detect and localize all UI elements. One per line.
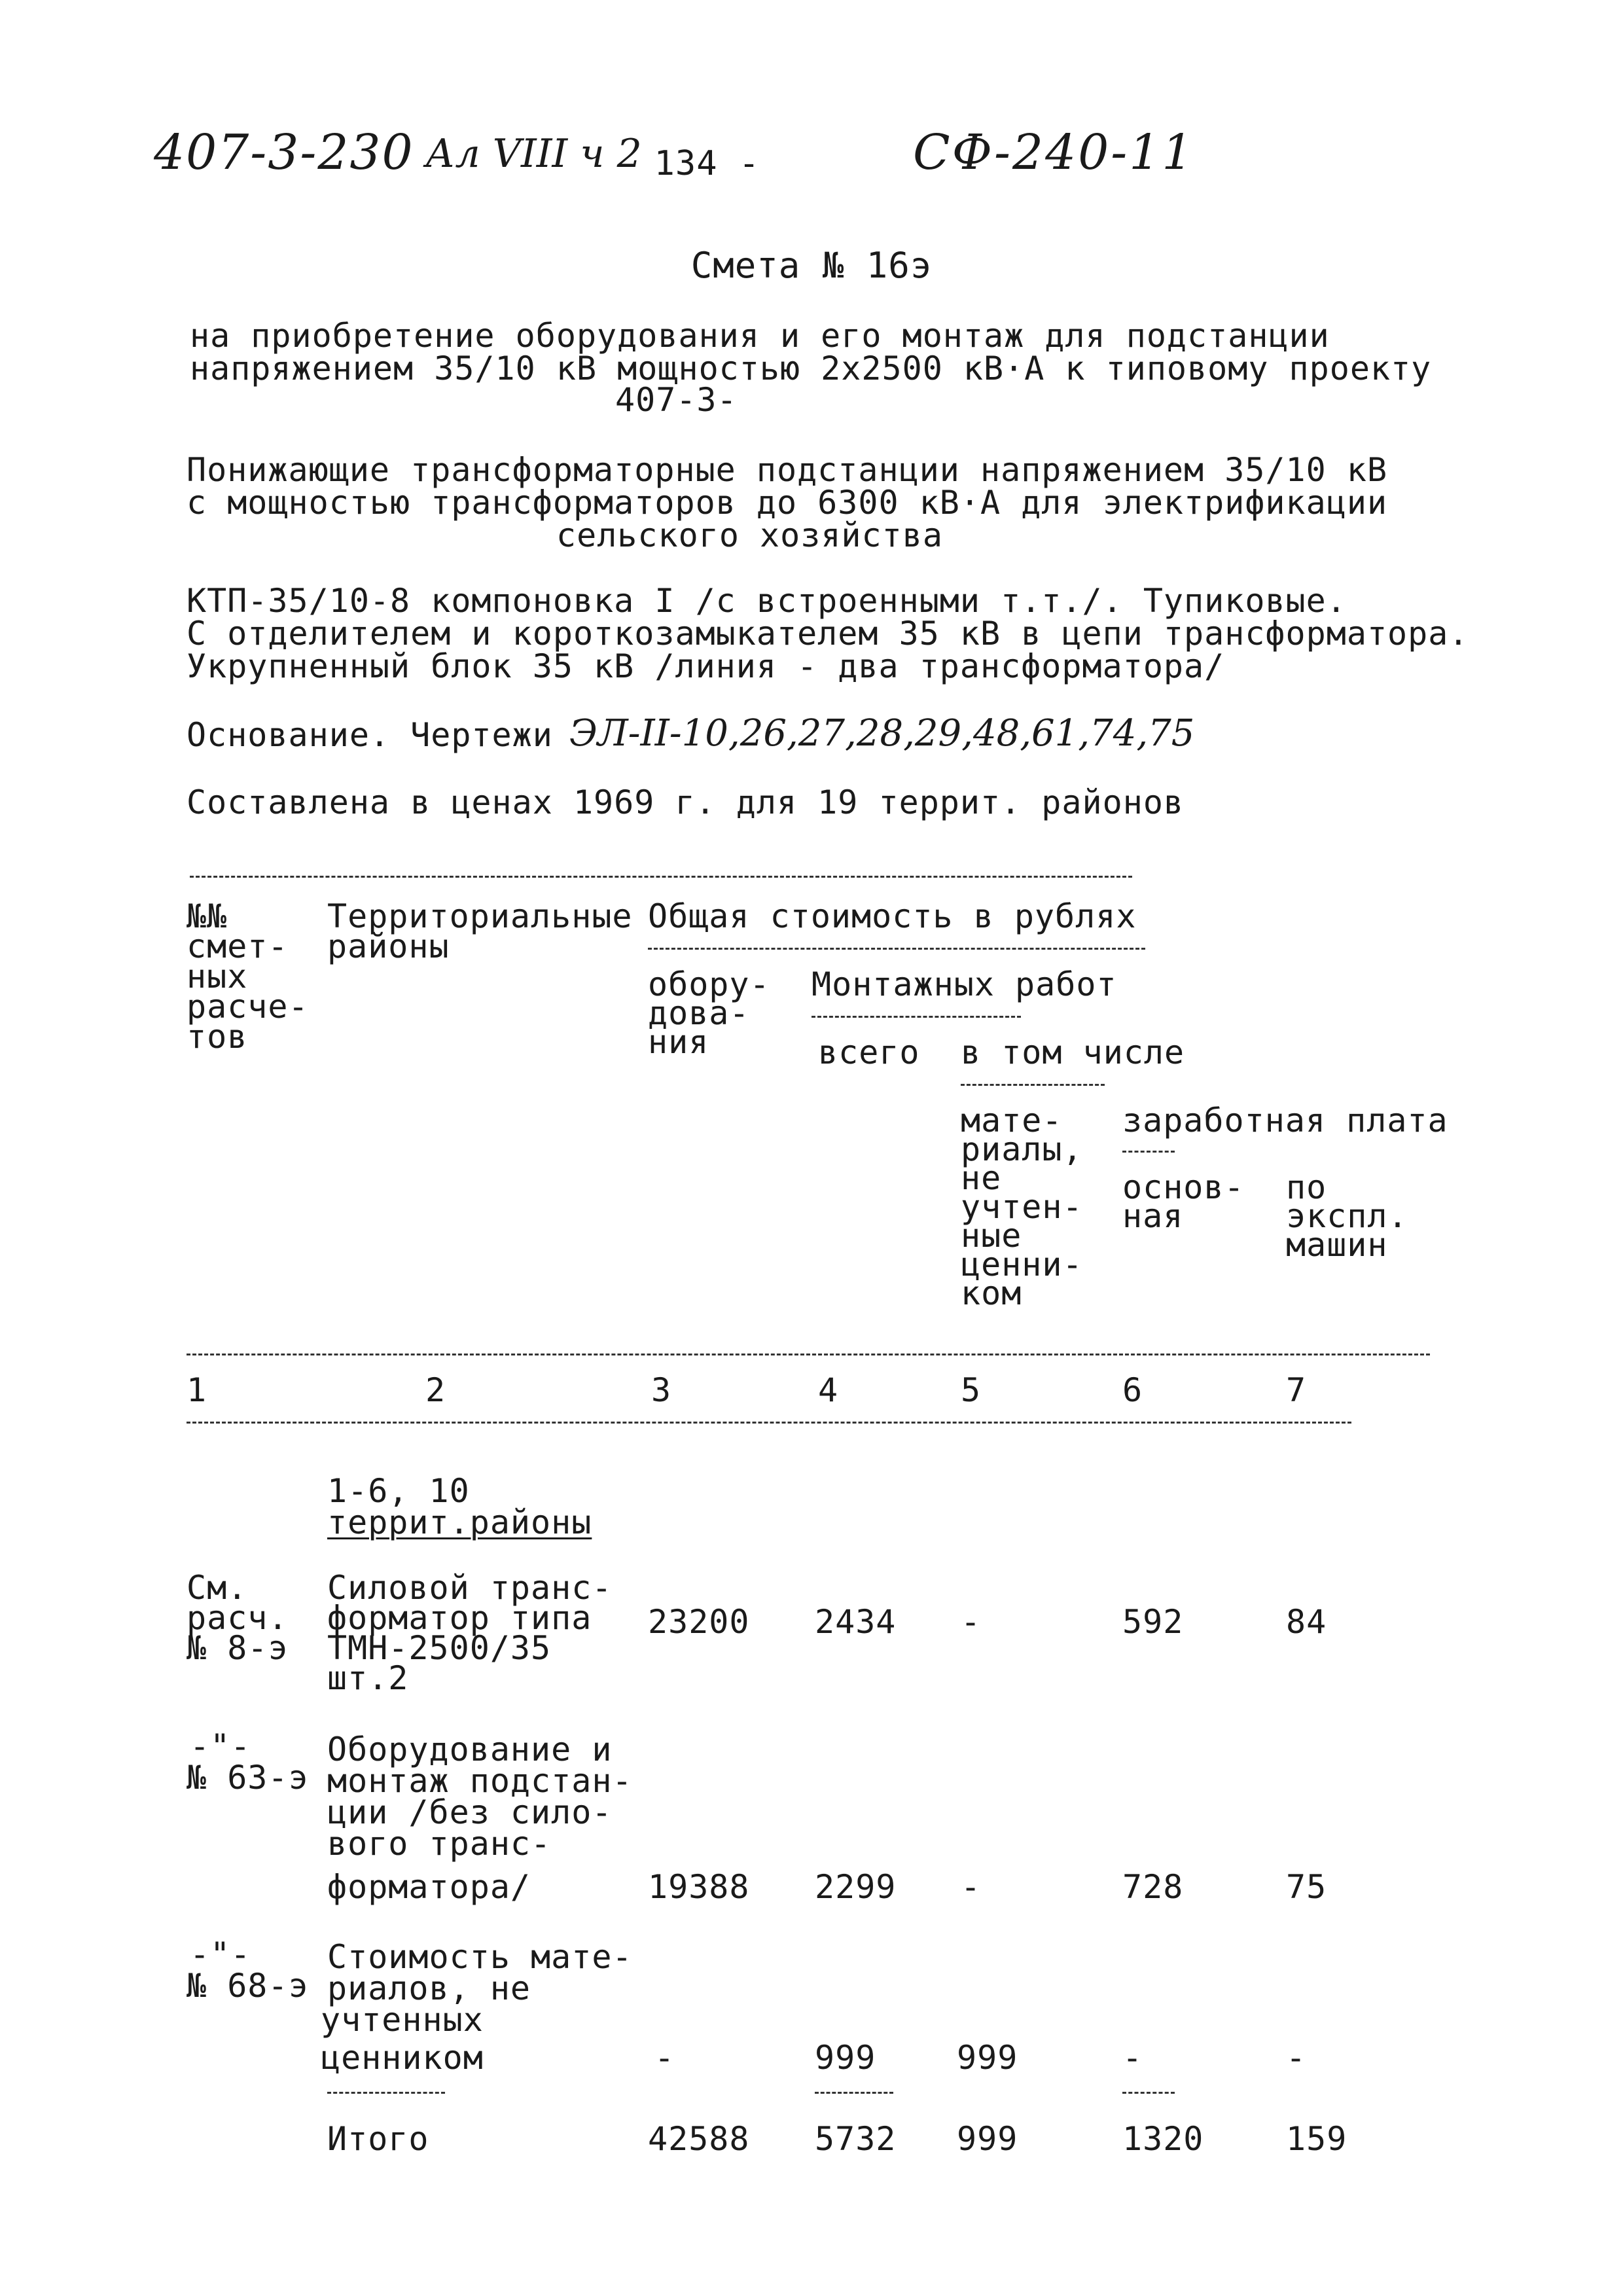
variant-line-1: КТП-35/10-8 компоновка I /с встроенными т.т./. Тупиковые. [187, 582, 1347, 620]
column-number-7: 7 [1286, 1371, 1307, 1409]
header-wages-machines-line2: экспл. [1286, 1197, 1408, 1235]
table-top-rule [190, 876, 1132, 878]
header-wages-basic-line1: основ- [1122, 1168, 1245, 1206]
row3-name-line1: Стоимость мате- [327, 1938, 633, 1976]
header-equipment-line2: дова- [648, 994, 750, 1032]
header-col1-line2: смет- [187, 927, 289, 965]
estimate-heading: Смета № 16э [690, 245, 933, 286]
header-materials-line2: риалы, [961, 1130, 1083, 1168]
header-install-total: всего [818, 1033, 920, 1071]
row2-name-line5: форматора/ [327, 1868, 531, 1906]
row2-wages-basic: 728 [1122, 1868, 1184, 1906]
total-equipment: 42588 [648, 2120, 750, 2158]
total-label: Итого [327, 2120, 429, 2158]
header-col2-line1: Территориальные [327, 897, 633, 935]
basis-drawings-handwritten: ЭЛ-II-10,26,27,28,29,48,61,74,75 [569, 712, 1195, 755]
row2-name-line3: ции /без сило- [327, 1793, 613, 1831]
row2-wages-machines: 75 [1286, 1868, 1327, 1906]
row1-wages-basic: 592 [1122, 1603, 1184, 1641]
column-number-2: 2 [425, 1371, 446, 1409]
header-materials-line1: мате- [961, 1102, 1063, 1139]
row3-equipment: - [654, 2039, 675, 2077]
header-materials-line7: ком [961, 1274, 1022, 1312]
row3-install-total: 999 [815, 2039, 876, 2077]
row1-install-total: 2434 [815, 1603, 897, 1641]
column-number-6: 6 [1122, 1371, 1143, 1409]
header-equipment-line3: ния [648, 1023, 709, 1061]
row1-ref-line3: № 8-э [187, 1629, 289, 1667]
total-wages-machines: 159 [1286, 2120, 1347, 2158]
row1-ref-line2: расч. [187, 1599, 289, 1637]
section-title-line2: террит.районы [327, 1503, 592, 1541]
row1-materials: - [961, 1603, 982, 1641]
row2-name-line2: монтаж подстан- [327, 1762, 633, 1800]
purpose-line-3: 407-3- [615, 381, 738, 419]
header-wages-machines-line1: по [1286, 1168, 1327, 1206]
row1-equipment: 23200 [648, 1603, 750, 1641]
header-col1-line5: тов [187, 1018, 248, 1056]
header-col1-line4: расче- [187, 988, 309, 1026]
header-installation: Монтажных работ [812, 965, 1117, 1003]
subject-line-1: Понижающие трансформаторные подстанции напряжением 35/10 кВ [187, 451, 1388, 489]
album-mark-handwritten: Ал VIII ч 2 [425, 131, 642, 177]
header-wages-basic-line2: ная [1122, 1197, 1184, 1235]
header-wages-rule [1122, 1151, 1175, 1153]
row2-ref-line1: -"- [190, 1727, 251, 1765]
row3-name-line3: учтенных [321, 2001, 484, 2039]
header-col1-line3: ных [187, 958, 248, 996]
row3-wages-basic: - [1122, 2039, 1143, 2077]
header-including: в том числе [961, 1033, 1185, 1071]
subject-line-3: сельского хозяйства [556, 516, 943, 554]
header-total-cost-rule [648, 948, 1145, 950]
row3-ref-line1: -"- [190, 1935, 251, 1973]
variant-line-2: С отделителем и короткозамыкателем 35 кВ в цепи трансформатора. [187, 615, 1469, 653]
total-install-total: 5732 [815, 2120, 897, 2158]
header-materials-line4: учтен- [961, 1188, 1083, 1226]
sum-rule-name [327, 2092, 445, 2094]
header-installation-rule [812, 1016, 1021, 1018]
page-number: - 134 - [612, 144, 760, 183]
row1-name-line3: ТМН-2500/35 [327, 1629, 552, 1667]
header-materials-line3: не [961, 1159, 1002, 1197]
header-col1-line1: №№ [187, 897, 228, 935]
row1-name-line2: форматор типа [327, 1599, 592, 1637]
sum-rule-install [815, 2092, 893, 2094]
row3-materials: 999 [957, 2039, 1018, 2077]
column-numbers-rule [187, 1422, 1351, 1424]
row2-install-total: 2299 [815, 1868, 897, 1906]
inventory-code-handwritten: СФ-240-11 [913, 124, 1195, 181]
total-wages-basic: 1320 [1122, 2120, 1204, 2158]
header-wages: заработная плата [1122, 1102, 1448, 1139]
row3-ref-line2: № 68-э [187, 1967, 309, 2005]
header-bottom-rule [187, 1354, 1430, 1355]
header-including-rule [961, 1084, 1105, 1086]
subject-line-2: с мощностью трансформаторов до 6300 кВ·А для электрификации [187, 484, 1388, 522]
row2-name-line4: вого транс- [327, 1825, 552, 1863]
column-number-1: 1 [187, 1371, 207, 1409]
header-materials-line6: ценни- [961, 1246, 1083, 1283]
purpose-line-1: на приобретение оборудования и его монтаж для подстанции [190, 317, 1330, 355]
row1-name-line4: шт.2 [327, 1659, 409, 1697]
row1-wages-machines: 84 [1286, 1603, 1327, 1641]
section-title-line1: 1-6, 10 [327, 1472, 470, 1510]
row2-ref-line2: № 63-э [187, 1759, 309, 1797]
header-col2-line2: районы [327, 927, 450, 965]
basis-label: Основание. Чертежи [187, 716, 553, 754]
column-number-5: 5 [961, 1371, 982, 1409]
row2-name-line1: Оборудование и [327, 1731, 613, 1768]
purpose-line-2: напряжением 35/10 кВ мощностью 2х2500 кВ·А к типовому проекту [190, 350, 1432, 387]
row2-materials: - [961, 1868, 982, 1906]
variant-line-3: Укрупненный блок 35 кВ /линия - два трансформатора/ [187, 647, 1225, 685]
row3-name-line4: ценником [321, 2039, 484, 2077]
header-total-cost: Общая стоимость в рублях [648, 897, 1137, 935]
row3-name-line2: риалов, не [327, 1969, 531, 2007]
sum-rule-wages [1122, 2092, 1175, 2094]
row1-ref-line1: См. [187, 1569, 248, 1607]
row2-equipment: 19388 [648, 1868, 750, 1906]
header-wages-machines-line3: машин [1286, 1226, 1388, 1264]
document-code-handwritten: 407-3-230 [154, 124, 414, 181]
header-materials-line5: ные [961, 1217, 1022, 1255]
prices-line: Составлена в ценах 1969 г. для 19 террит. районов [187, 783, 1185, 821]
row3-wages-machines: - [1286, 2039, 1307, 2077]
row1-name-line1: Силовой транс- [327, 1569, 613, 1607]
header-equipment-line1: обору- [648, 965, 770, 1003]
total-materials: 999 [957, 2120, 1018, 2158]
column-number-3: 3 [651, 1371, 672, 1409]
column-number-4: 4 [818, 1371, 839, 1409]
